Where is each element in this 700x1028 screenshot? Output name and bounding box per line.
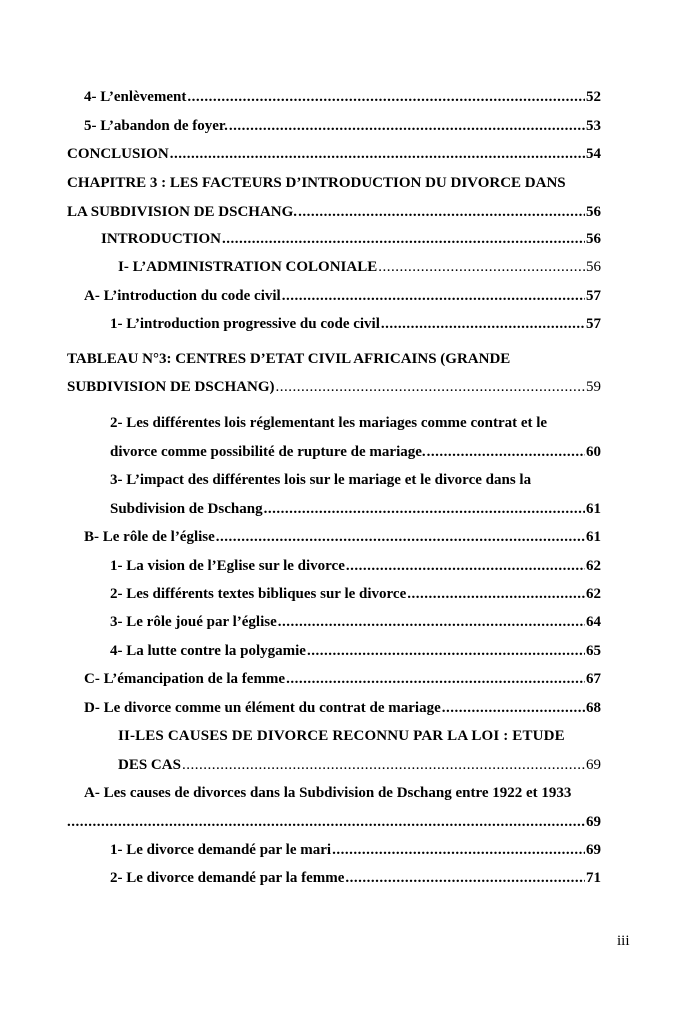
toc-entry bbox=[110, 642, 601, 660]
toc-entry-page: 60 bbox=[586, 444, 601, 460]
toc-entry-title: Subdivision de Dschang bbox=[110, 501, 263, 517]
toc-entry bbox=[110, 315, 601, 333]
toc-entry-title: 4- La lutte contre la polygamie bbox=[110, 643, 306, 659]
toc-entry-title: 2- Les différents textes bibliques sur le divorce bbox=[110, 586, 407, 602]
dot-leader bbox=[229, 117, 585, 135]
toc-entry-title: 3- Le rôle joué par l’église bbox=[110, 614, 277, 630]
dot-leader bbox=[187, 88, 585, 106]
toc-entry-title: I- L’ADMINISTRATION COLONIALE bbox=[118, 259, 378, 275]
toc-entry-title-line: 2- Les différentes lois réglementant les mariages comme contrat et le bbox=[110, 415, 548, 431]
toc-entry bbox=[118, 258, 601, 276]
toc-entry-title: LA SUBDIVISION DE DSCHANG. bbox=[67, 204, 298, 220]
toc-entry-page: 61 bbox=[586, 501, 601, 517]
toc-entry-page: 54 bbox=[586, 146, 601, 162]
dot-leader bbox=[346, 557, 585, 575]
toc-entry bbox=[110, 585, 601, 603]
toc-entry-page: 62 bbox=[586, 558, 601, 574]
dot-leader bbox=[345, 869, 585, 887]
toc-entry-title-line: CHAPITRE 3 : LES FACTEURS D’INTRODUCTION DU DIVORCE DANS bbox=[67, 175, 566, 191]
dot-leader bbox=[298, 203, 585, 221]
dot-leader bbox=[381, 315, 585, 333]
toc-entry-title: 1- La vision de l’Eglise sur le divorce bbox=[110, 558, 345, 574]
toc-entry-page: 59 bbox=[586, 379, 601, 395]
toc-entry-title: INTRODUCTION bbox=[101, 231, 222, 247]
toc-entry-page: 61 bbox=[586, 529, 601, 545]
toc-entry bbox=[84, 699, 601, 717]
toc-entry bbox=[84, 88, 601, 106]
toc-entry-title: SUBDIVISION DE DSCHANG) bbox=[67, 379, 275, 395]
toc-entry bbox=[67, 378, 601, 396]
dot-leader bbox=[286, 670, 585, 688]
toc-entry-page: 65 bbox=[586, 643, 601, 659]
dot-leader bbox=[67, 813, 585, 831]
toc-entry-page: 62 bbox=[586, 586, 601, 602]
toc-entry-page: 57 bbox=[586, 288, 601, 304]
toc-entry-page: 69 bbox=[586, 842, 601, 858]
toc-entry-title-line: 3- L’impact des différentes lois sur le mariage et le divorce dans la bbox=[110, 472, 532, 488]
dot-leader bbox=[378, 258, 585, 276]
toc-entry bbox=[84, 670, 601, 688]
dot-leader bbox=[216, 528, 585, 546]
dot-leader bbox=[427, 443, 585, 461]
toc-entry-page: 52 bbox=[586, 89, 601, 105]
toc-entry-page: 53 bbox=[586, 118, 601, 134]
dot-leader bbox=[182, 756, 585, 774]
toc-entry-title: CONCLUSION bbox=[67, 146, 169, 162]
toc-entry bbox=[118, 756, 601, 774]
dot-leader bbox=[278, 613, 585, 631]
toc-entry-title: 1- Le divorce demandé par le mari bbox=[110, 842, 332, 858]
toc-entry bbox=[110, 500, 601, 518]
toc-entry-page: 69 bbox=[586, 814, 601, 830]
toc-entry-page: 68 bbox=[586, 700, 601, 716]
toc-entry bbox=[84, 117, 601, 135]
toc-entry-page: 67 bbox=[586, 671, 601, 687]
toc-entry-title: divorce comme possibilité de rupture de mariage. bbox=[110, 444, 426, 460]
toc-entry-page: 56 bbox=[586, 204, 601, 220]
toc-entry bbox=[110, 557, 601, 575]
toc-entry-title: 2- Le divorce demandé par la femme bbox=[110, 870, 345, 886]
toc-entry bbox=[110, 443, 601, 461]
toc-entry-title: C- L’émancipation de la femme bbox=[84, 671, 286, 687]
toc-entry-page: 71 bbox=[586, 870, 601, 886]
toc-entry bbox=[110, 841, 601, 859]
toc-entry-page: 69 bbox=[586, 757, 601, 773]
dot-leader bbox=[222, 230, 585, 248]
toc-entry bbox=[67, 203, 601, 221]
dot-leader bbox=[442, 699, 585, 717]
dot-leader bbox=[170, 145, 585, 163]
toc-entry-title-line: TABLEAU N°3: CENTRES D’ETAT CIVIL AFRICAINS (GRANDE bbox=[67, 351, 511, 367]
toc-entry-title: D- Le divorce comme un élément du contrat de mariage bbox=[84, 700, 441, 716]
toc-entry-page: 64 bbox=[586, 614, 601, 630]
toc-entry-title-line: II-LES CAUSES DE DIVORCE RECONNU PAR LA LOI : ETUDE bbox=[118, 728, 565, 744]
dot-leader bbox=[407, 585, 585, 603]
toc-entry-title-line: A- Les causes de divorces dans la Subdivision de Dschang entre 1922 et 1933 bbox=[84, 785, 572, 801]
toc-entry-title: B- Le rôle de l’église bbox=[84, 529, 215, 545]
dot-leader bbox=[332, 841, 585, 859]
toc-entry bbox=[67, 145, 601, 163]
toc-entry-title: 5- L’abandon de foyer. bbox=[84, 118, 228, 134]
page-number: iii bbox=[617, 933, 630, 949]
toc-entry-page: 57 bbox=[586, 316, 601, 332]
toc-entry-page: 56 bbox=[586, 231, 601, 247]
dot-leader bbox=[282, 287, 585, 305]
toc-entry-title: 1- L’introduction progressive du code civil bbox=[110, 316, 380, 332]
toc-entry-title: 4- L’enlèvement bbox=[84, 89, 187, 105]
toc-entry-page: 56 bbox=[586, 259, 601, 275]
toc-entry bbox=[110, 869, 601, 887]
dot-leader bbox=[307, 642, 585, 660]
dot-leader bbox=[276, 378, 585, 396]
toc-entry-title: DES CAS bbox=[118, 757, 181, 773]
toc-entry bbox=[110, 613, 601, 631]
toc-entry bbox=[84, 287, 601, 305]
toc-entry bbox=[101, 230, 601, 248]
toc-entry-title: A- L’introduction du code civil bbox=[84, 288, 281, 304]
dot-leader bbox=[264, 500, 585, 518]
toc-entry bbox=[84, 528, 601, 546]
toc-entry bbox=[67, 813, 601, 831]
